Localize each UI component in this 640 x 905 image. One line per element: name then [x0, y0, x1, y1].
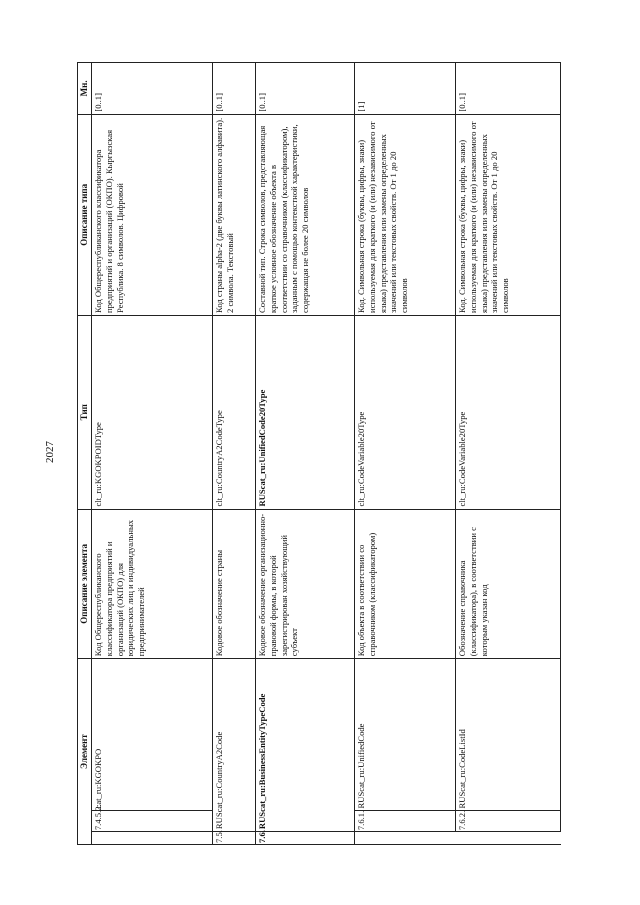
- header-multiplicity: Мн.: [78, 63, 92, 115]
- row-type-description: Код. Символьная строка (буквы, цифры, знаки) используемая для краткого (и (или) независимого от языка) представления или замены определенных значений или текстовых свойств. От 1 до 20 символов: [355, 114, 456, 315]
- indent-cell: [456, 832, 561, 845]
- row-type-description: Код страны alpha-2 (две буквы латинского алфавита). 2 символа. Текстовый: [213, 114, 256, 315]
- row-type: clt_ru:KGOKPOIDType: [92, 315, 213, 509]
- row-type: clt_ru:CodeVariable20Type: [355, 315, 456, 509]
- row-type-description: Код Общереспубликанского классификатора предприятий и организаций (ОКПО). Кыргызская Республика. 8 символов. Цифровой: [92, 114, 213, 315]
- element-table: [77, 62, 561, 845]
- table-row: [92, 63, 213, 845]
- table-row: [256, 63, 355, 845]
- rotated-page-content: [77, 62, 555, 845]
- row-multiplicity: [0..1]: [256, 63, 355, 115]
- header-element: Элемент: [78, 659, 92, 845]
- row-multiplicity: [1]: [355, 63, 456, 115]
- row-type: clt_ru:CodeVariable20Type: [456, 315, 561, 509]
- indent-cell: [92, 832, 213, 845]
- row-number: 7.6.2.: [456, 811, 561, 832]
- row-element-description: Кодовое обозначение страны: [213, 509, 256, 659]
- row-type: RUScat_ru:UnifiedCode20Type: [256, 315, 355, 509]
- header-type: Тип: [78, 315, 92, 509]
- row-element-name: RUScat_ru:UnifiedCode: [355, 659, 456, 811]
- header-row: [78, 63, 92, 845]
- row-element-name: RUScat_ru:CodeListId: [456, 659, 561, 811]
- page-number: 2027: [44, 441, 56, 463]
- row-multiplicity: [0..1]: [92, 63, 213, 115]
- indent-cell: [355, 832, 456, 845]
- row-number: 7.6.: [256, 832, 355, 845]
- row-element-name: RUScat_ru:BusinessEntityTypeCode: [256, 659, 355, 832]
- row-number: 7.6.1.: [355, 811, 456, 832]
- row-number: 7.4.5.2.: [92, 811, 213, 832]
- header-element-description: Описание элемента: [78, 509, 92, 659]
- row-element-description: Обозначение справочника (классификатора), в соответствии с которым указан код: [456, 509, 561, 659]
- header-type-description: Описание типа: [78, 114, 92, 315]
- row-element-description: Код объекта в соответствии со справочником (классификатором): [355, 509, 456, 659]
- row-element-name: cat_ru:KGOKPO: [92, 659, 213, 811]
- row-multiplicity: [0..1]: [213, 63, 256, 115]
- row-element-description: Код Общереспубликанского классификатора предприятий и организаций (ОКПО) для юридических лиц и индивидуальных предпринимателей: [92, 509, 213, 659]
- row-multiplicity: [0..1]: [456, 63, 561, 115]
- row-type-description: Составной тип. Строка символов, представляющая краткое условное обозначение объекта в соответствии со справочником (классификатором), заданным с помощью контекстной характеристики, содержащая не более 20 символов: [256, 114, 355, 315]
- row-type-description: Код. Символьная строка (буквы, цифры, знаки) используемая для краткого (и (или) независимого от языка) представления или замены определенных значений или текстовых свойств. От 1 до 20 символов: [456, 114, 561, 315]
- row-number: 7.5.: [213, 832, 256, 845]
- table-row: [355, 63, 456, 845]
- row-element-name: RUScat_ru:CountryA2Code: [213, 659, 256, 832]
- row-element-description: Кодовое обозначение организационно-правовой формы, в которой зарегистрирован хозяйствующий субъект: [256, 509, 355, 659]
- table-row: [456, 63, 561, 845]
- row-type: clt_ru:CountryA2CodeType: [213, 315, 256, 509]
- table-row: [213, 63, 256, 845]
